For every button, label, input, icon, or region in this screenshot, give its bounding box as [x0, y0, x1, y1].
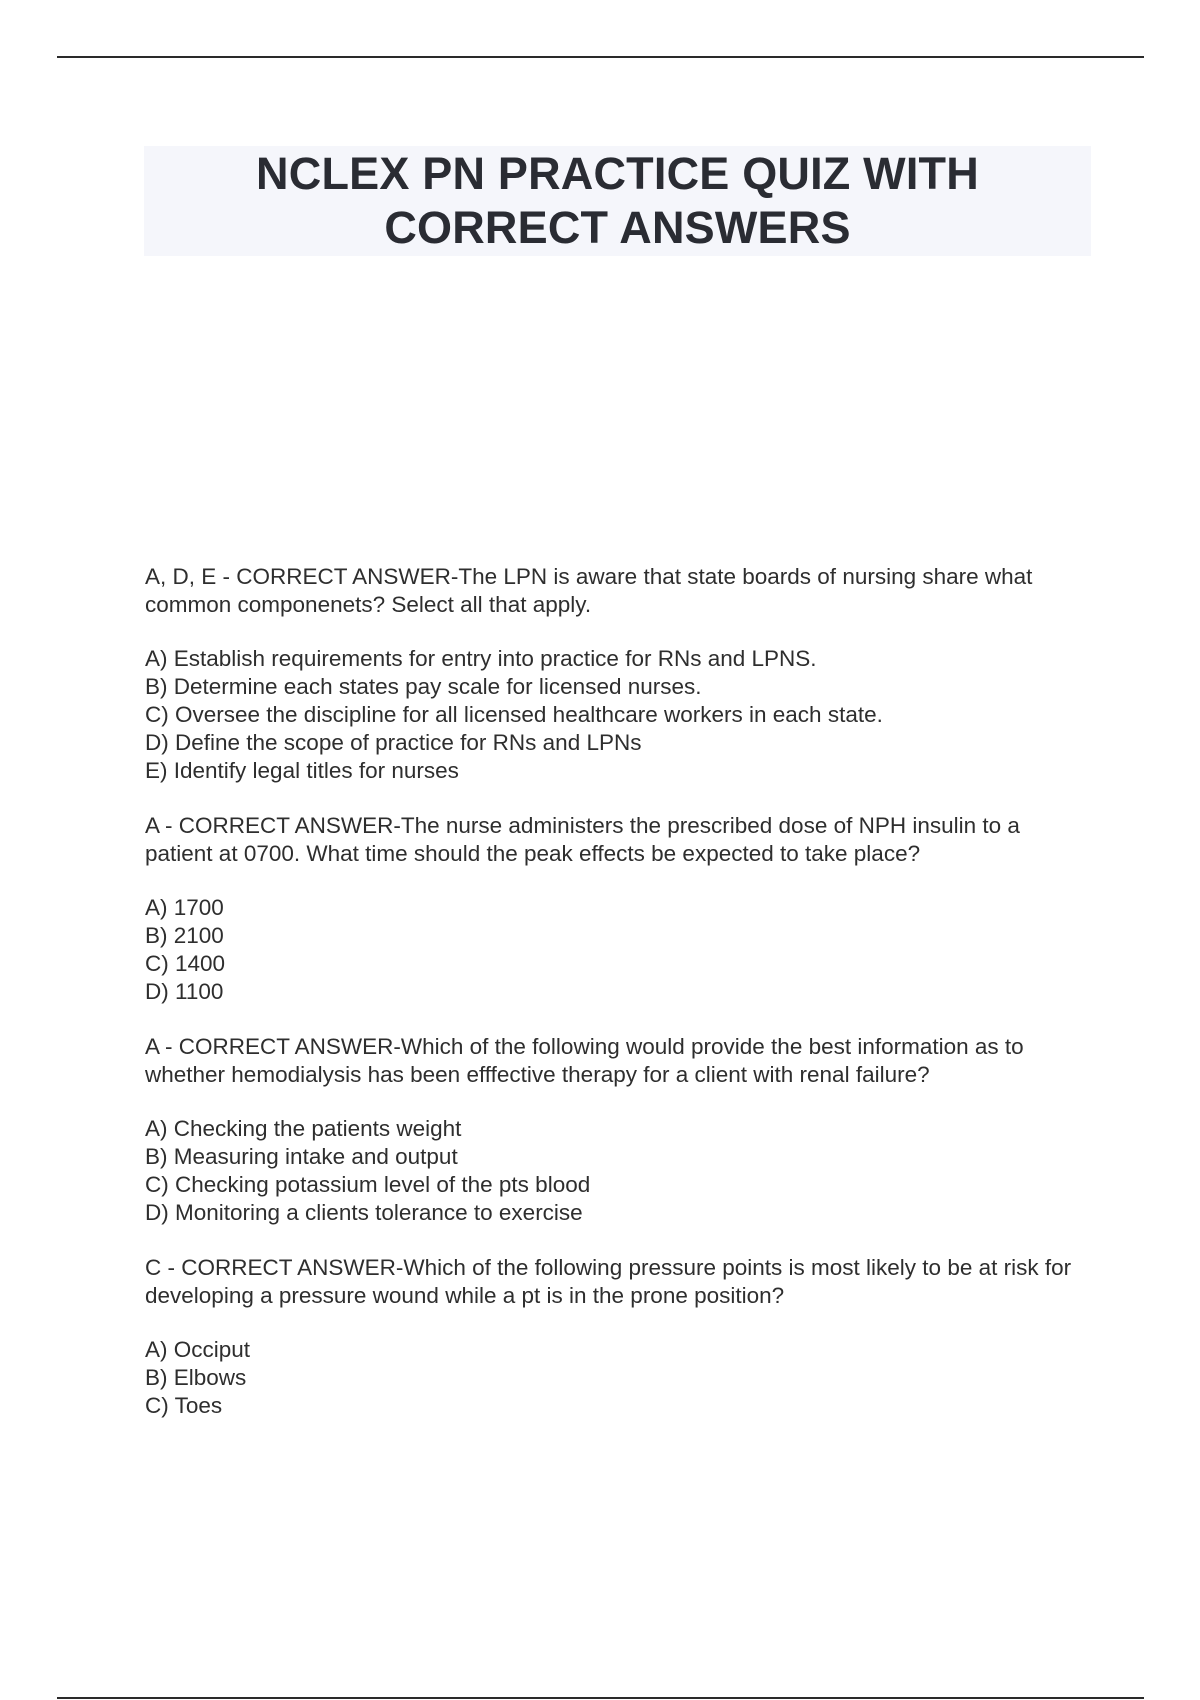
answer-options [145, 894, 1090, 1006]
answer-options [145, 645, 1090, 785]
page-title: NCLEX PN PRACTICE QUIZ WITH CORRECT ANSWERS [256, 148, 979, 253]
answer-option: D) 1100 [145, 979, 224, 1004]
answer-option: A) 1700 [145, 895, 224, 920]
answer-option: C) Checking potassium level of the pts blood [145, 1172, 591, 1197]
top-rule [57, 56, 1144, 58]
answer-option: D) Monitoring a clients tolerance to exercise [145, 1200, 583, 1225]
answer-options [145, 1115, 1090, 1227]
question-block [145, 1033, 1090, 1227]
question-text: A - CORRECT ANSWER-The nurse administers the prescribed dose of NPH insulin to a patient at 0700. What time should the peak effects be expected to take place? [145, 813, 1020, 866]
bottom-rule [57, 1697, 1144, 1699]
answer-option: B) 2100 [145, 923, 224, 948]
answer-option: A) Checking the patients weight [145, 1116, 462, 1141]
question-text: A - CORRECT ANSWER-Which of the following would provide the best information as to whether hemodialysis has been efffective therapy for a client with renal failure? [145, 1034, 1024, 1087]
answer-options [145, 1336, 1090, 1420]
question-block [145, 563, 1090, 785]
answer-option: C) Toes [145, 1393, 223, 1418]
answer-option: A) Occiput [145, 1337, 251, 1362]
answer-option: A) Establish requirements for entry into practice for RNs and LPNS. [145, 646, 817, 671]
question-block [145, 812, 1090, 1006]
answer-option: B) Elbows [145, 1365, 247, 1390]
answer-option: B) Measuring intake and output [145, 1144, 458, 1169]
quiz-content [145, 563, 1090, 1447]
answer-option: C) 1400 [145, 951, 226, 976]
title-banner [144, 146, 1091, 256]
question-text: A, D, E - CORRECT ANSWER-The LPN is aware that state boards of nursing share what common componenets? Select all that apply. [145, 564, 1033, 617]
question-text: C - CORRECT ANSWER-Which of the following pressure points is most likely to be at risk for developing a pressure wound while a pt is in the prone position? [145, 1255, 1072, 1308]
question-block [145, 1254, 1090, 1420]
answer-option: E) Identify legal titles for nurses [145, 758, 459, 783]
answer-option: B) Determine each states pay scale for licensed nurses. [145, 674, 702, 699]
answer-option: C) Oversee the discipline for all licensed healthcare workers in each state. [145, 702, 883, 727]
answer-option: D) Define the scope of practice for RNs and LPNs [145, 730, 642, 755]
